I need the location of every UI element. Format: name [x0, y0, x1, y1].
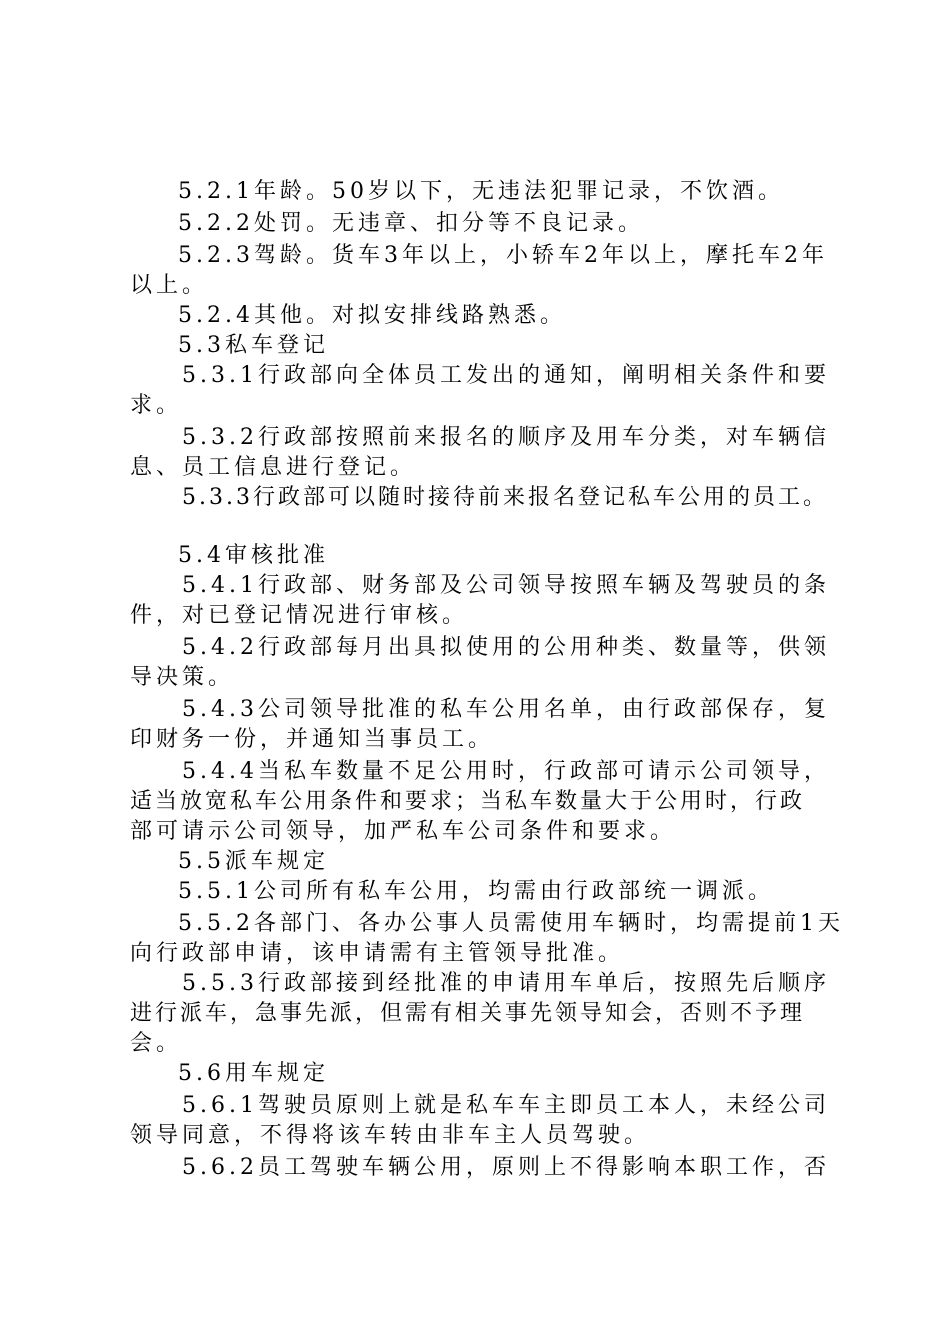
text-line: 5.6.1驾驶员原则上就是私车车主即员工本人，未经公司 [182, 1093, 830, 1118]
text-line: 5.5.1公司所有私车公用，均需由行政部统一调派。 [178, 879, 774, 904]
section-heading: 5.6用车规定 [178, 1061, 329, 1086]
text-line: 进行派车，急事先派，但需有相关事先领导知会，否则不予理 [130, 1001, 806, 1026]
text-line: 5.6.2员工驾驶车辆公用，原则上不得影响本职工作，否 [182, 1155, 830, 1180]
text-line: 5.5.2各部门、各办公事人员需使用车辆时，均需提前1天 [178, 911, 844, 936]
text-line: 5.3.2行政部按照前来报名的顺序及用车分类，对车辆信 [182, 425, 830, 450]
text-line: 印财务一份，并通知当事员工。 [130, 727, 495, 752]
section-heading: 5.3私车登记 [178, 333, 329, 358]
section-heading: 5.5派车规定 [178, 849, 329, 874]
text-line: 求。 [130, 393, 183, 418]
text-line: 向行政部申请，该申请需有主管领导批准。 [130, 941, 625, 966]
text-line: 5.4.4当私车数量不足公用时，行政部可请示公司领导， [182, 759, 830, 784]
text-line: 件，对已登记情况进行审核。 [130, 603, 469, 628]
text-line: 会。 [130, 1031, 183, 1056]
text-line: 5.5.3行政部接到经批准的申请用车单后，按照先后顺序 [182, 971, 830, 996]
text-line: 息、员工信息进行登记。 [130, 455, 417, 480]
text-line: 领导同意，不得将该车转由非车主人员驾驶。 [130, 1123, 651, 1148]
text-line: 5.2.4其他。对拟安排线路熟悉。 [178, 303, 566, 328]
text-line: 5.4.2行政部每月出具拟使用的公用种类、数量等，供领 [182, 635, 830, 660]
section-heading: 5.4审核批准 [178, 543, 329, 568]
text-line: 导决策。 [130, 665, 235, 690]
text-line: 5.4.1行政部、财务部及公司领导按照车辆及驾驶员的条 [182, 573, 830, 598]
text-line: 部可请示公司领导，加严私车公司条件和要求。 [130, 819, 677, 844]
text-line: 适当放宽私车公用条件和要求；当私车数量大于公用时，行政 [130, 789, 806, 814]
text-line: 5.3.1行政部向全体员工发出的通知，阐明相关条件和要 [182, 363, 830, 388]
text-line: 5.2.3驾龄。货车3年以上，小轿车2年以上，摩托车2年 [178, 243, 828, 268]
text-line: 以上。 [130, 273, 209, 298]
text-line: 5.4.3公司领导批准的私车公用名单，由行政部保存，复 [182, 697, 830, 722]
text-line: 5.2.1年龄。50岁以下，无违法犯罪记录，不饮酒。 [178, 179, 784, 204]
text-line: 5.3.3行政部可以随时接待前来报名登记私车公用的员工。 [182, 485, 828, 510]
text-line: 5.2.2处罚。无违章、扣分等不良记录。 [178, 211, 644, 236]
